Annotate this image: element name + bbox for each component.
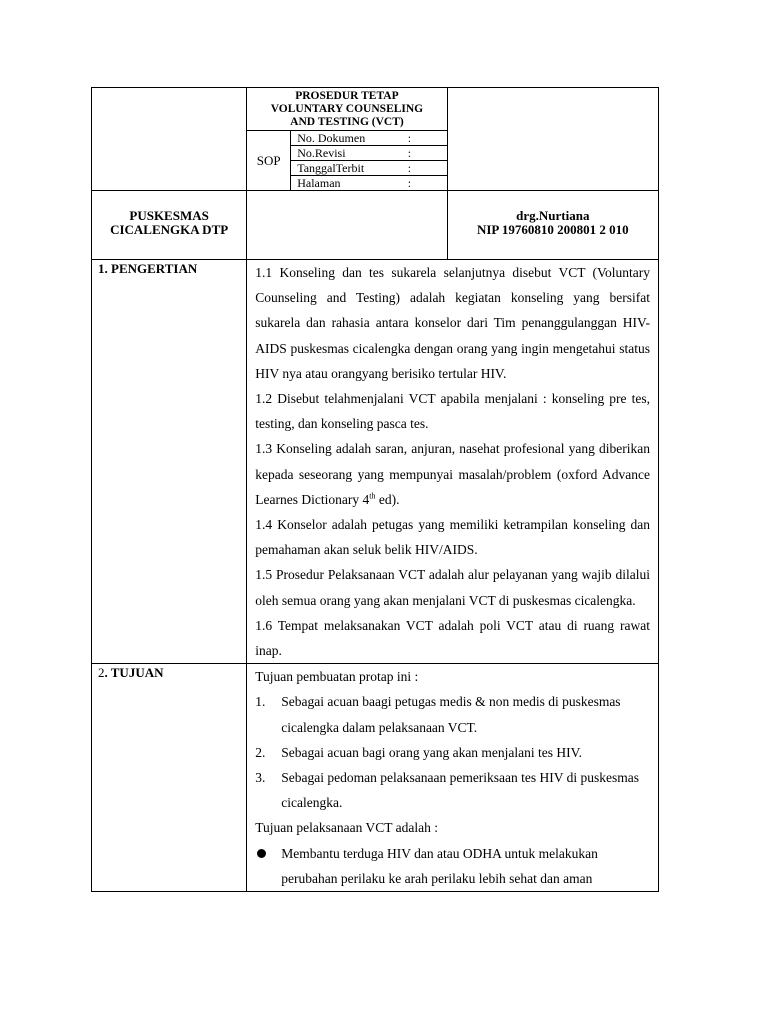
- sop-table: [91, 87, 659, 892]
- definition-item: 1.3 Konseling adalah saran, anjuran, nasehat profesional yang diberikan kepada seseorang yang mempunyai masalah/problem (oxford Advance Learnes Dictionary 4th ed).: [255, 441, 650, 507]
- blank-cell: [247, 191, 447, 260]
- meta-sep: :: [408, 161, 447, 176]
- bullet-item: Membantu terduga HIV dan atau ODHA untuk melakukan perubahan perilaku ke arah perilaku lebih sehat dan aman: [255, 841, 650, 891]
- meta-label-halaman: Halaman: [291, 176, 408, 191]
- definition-item: 1.6 Tempat melaksanakan VCT adalah poli VCT atau di ruang rawat inap.: [255, 617, 650, 659]
- meta-label-no-dokumen: No. Dokumen: [291, 131, 408, 146]
- definition-item: 1.1 Konseling dan tes sukarela selanjutnya disebut VCT (Voluntary Counseling and Testing) adalah kegiatan konseling yang bersifat sukarela dan rahasia antara konselor dari Tim penanggulanggan HIV-AIDS puskesmas cicalengka dengan orang yang ingin mengetahui status HIV nya atau orangyang berisiko tertular HIV.: [255, 265, 650, 381]
- tujuan-intro: Tujuan pembuatan protap ini :: [255, 669, 419, 685]
- signatory: [447, 191, 658, 260]
- tujuan-intro-2: Tujuan pelaksanaan VCT adalah :: [255, 820, 438, 836]
- section-body-pengertian: [247, 260, 659, 664]
- title-cell: [247, 88, 447, 191]
- section-tujuan: [92, 664, 659, 892]
- signatory-nip: NIP 19760810 200801 2 010: [476, 222, 629, 237]
- section-pengertian: [92, 260, 659, 664]
- signatory-name: drg.Nurtiana: [516, 208, 590, 223]
- sop-label: SOP: [247, 131, 290, 191]
- org-row: [92, 191, 659, 260]
- definition-item: 1.4 Konselor adalah petugas yang memiliki ketrampilan konseling dan pemahaman akan seluk belik HIV/AIDS.: [255, 517, 650, 558]
- meta-sep: :: [408, 176, 447, 191]
- meta-sep: :: [408, 131, 447, 146]
- definition-item: 1.5 Prosedur Pelaksanaan VCT adalah alur pelayanan yang wajib dilalui oleh semua orang yang akan menjalani VCT di puskesmas cicalengka.: [255, 567, 650, 608]
- header-row: [92, 88, 659, 191]
- section-title-tujuan: 2. TUJUAN: [92, 664, 247, 892]
- bullet-dot-icon: [255, 841, 281, 891]
- section-title-pengertian: 1. PENGERTIAN: [92, 260, 247, 664]
- meta-label-no-revisi: No.Revisi: [291, 146, 408, 161]
- definition-item: 1.2 Disebut telahmenjalani VCT apabila menjalani : konseling pre tes, testing, dan konseling pasca tes.: [255, 391, 650, 432]
- list-item: 3. Sebagai pedoman pelaksanaan pemeriksaan tes HIV di puskesmas cicalengka.: [255, 770, 640, 811]
- meta-sep: :: [408, 146, 447, 161]
- sop-document: [91, 87, 659, 892]
- right-logo-cell: [447, 88, 658, 191]
- meta-label-tanggal-terbit: TanggalTerbit: [291, 161, 408, 176]
- logo-cell: [92, 88, 247, 191]
- document-meta-table: [247, 130, 446, 190]
- organization-name: PUSKESMAS CICALENGKA DTP: [92, 191, 247, 260]
- document-title: PROSEDUR TETAP VOLUNTARY COUNSELING AND TESTING (VCT): [270, 90, 424, 128]
- section-body-tujuan: [247, 664, 659, 892]
- list-item: 1. Sebagai acuan baagi petugas medis & non medis di puskesmas cicalengka dalam pelaksanaan VCT.: [255, 694, 621, 735]
- list-item: 2. Sebagai acuan bagi orang yang akan menjalani tes HIV.: [255, 744, 583, 760]
